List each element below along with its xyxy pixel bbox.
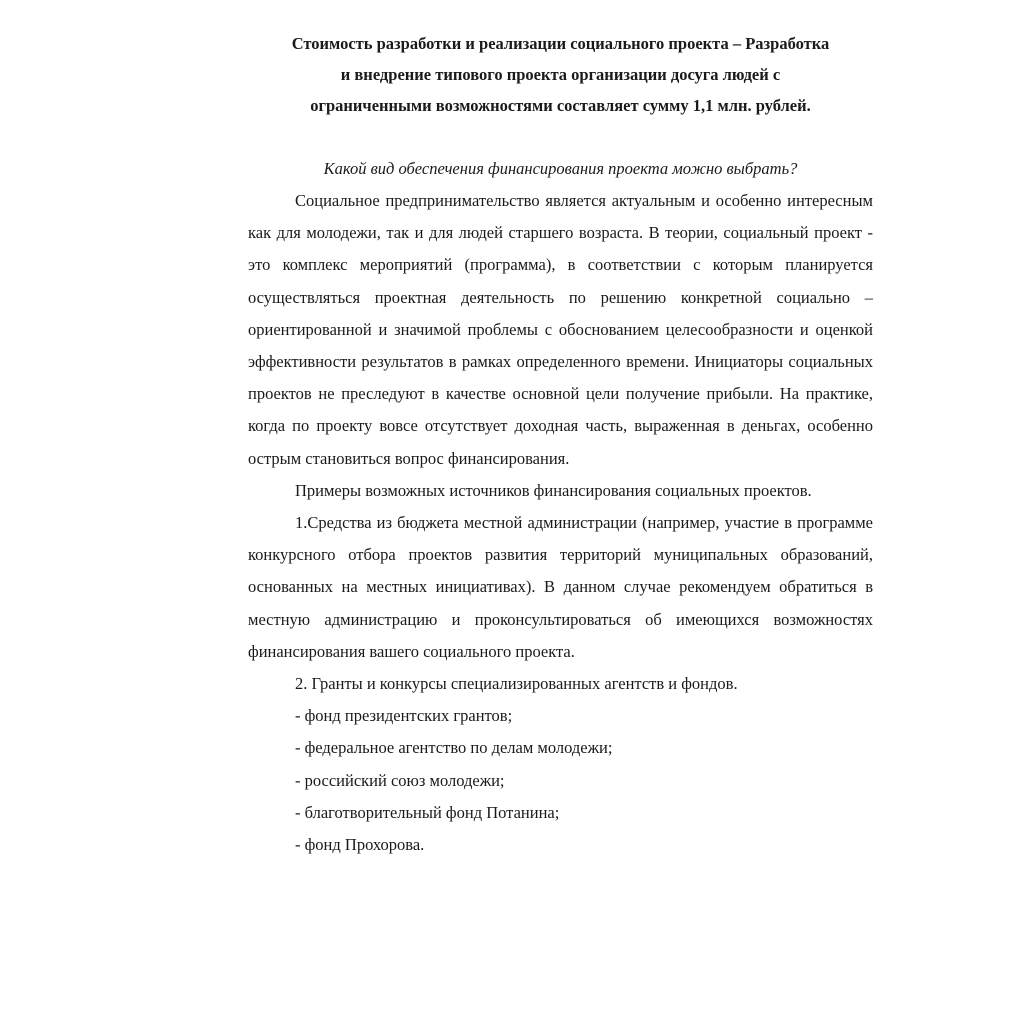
title-line: и внедрение типового проекта организации досуга людей с — [340, 65, 781, 84]
list-item: - фонд Прохорова. — [295, 835, 425, 855]
paragraph-intro: Социальное предпринимательство является актуальным и особенно интересным как для молодежи, так и для людей старшего возраста. В теории, социальный проект - это комплекс мероприятий (программа), в соответствии с которым планируется осуществляться проектная деятельность по решению конкретной социально – ориентированной и значимой проблемы с обоснованием целесообразности и оценкой эффективности результатов в рамках определенного времени. Инициаторы социальных проектов не преследуют в качестве основной цели получение прибыли. На практике, когда по проекту вовсе отсутствует доходная часть, выраженная в деньгах, особенно острым становиться вопрос финансирования. — [248, 191, 873, 468]
title-line: ограниченными возможностями составляет сумму 1,1 млн. рублей. — [310, 96, 811, 115]
paragraph-examples: Примеры возможных источников финансирования социальных проектов. — [295, 480, 812, 500]
list-item: - благотворительный фонд Потанина; — [295, 802, 560, 822]
list-item: - российский союз молодежи; — [295, 770, 505, 790]
funds-list — [248, 700, 873, 861]
document-page — [248, 28, 873, 861]
list-item: - фонд президентских грантов; — [295, 706, 513, 726]
paragraph-source-1: 1.Средства из бюджета местной администрации (например, участие в программе конкурсного отбора проектов развития территорий муниципальных образований, основанных на местных инициативах). В данном случае рекомендуем обратиться в местную администрацию и проконсультироваться об имеющихся возможностях финансирования вашего социального проекта. — [248, 513, 873, 661]
section-subheading: Какой вид обеспечения финансирования проекта можно выбрать? — [323, 159, 798, 178]
paragraph-source-2: 2. Гранты и конкурсы специализированных агентств и фондов. — [295, 674, 738, 694]
title-line: Стоимость разработки и реализации социального проекта – Разработка — [291, 34, 830, 53]
list-item: - федеральное агентство по делам молодежи; — [295, 738, 613, 758]
document-title — [248, 28, 873, 121]
